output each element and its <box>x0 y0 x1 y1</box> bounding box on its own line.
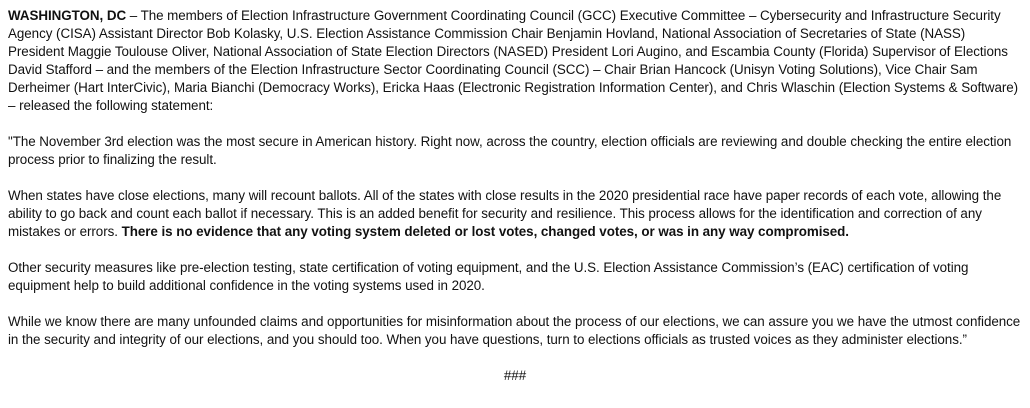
end-mark: ### <box>503 368 527 383</box>
dateline: WASHINGTON, DC <box>8 8 127 23</box>
quote-paragraph-2 <box>8 187 1022 241</box>
intro-text: – The members of Election Infrastructure Government Coordinating Council (GCC) Executive Committee – Cybersecurity and Infrastructure Security Agency (CISA) Assistant Director Bob Kolasky, U.S. Election Assistance Commission Chair Benjamin Hovland, National Association of Secretaries of State (NASS) President Maggie Toulouse Oliver, National Association of State Election Directors (NASED) President Lori Augino, and Escambia County (Florida) Supervisor of Elections David Stafford – and the members of the Election Infrastructure Sector Coordinating Council (SCC) – Chair Brian Hancock (Unisyn Voting Solutions), Vice Chair Sam Derheimer (Hart InterCivic), Maria Bianchi (Democracy Works), Ericka Haas (Electronic Registration Information Center), and Chris Wlaschin (Election Systems & Software) – released the following statement: <box>8 8 1019 113</box>
intro-paragraph <box>8 7 1022 115</box>
quote-paragraph-3: Other security measures like pre-election testing, state certification of voting equipment, and the U.S. Election Assistance Commission’s (EAC) certification of voting equipment help to build additional confidence in the voting systems used in 2020. <box>8 260 969 293</box>
quote-paragraph-2-bold: There is no evidence that any voting system deleted or lost votes, changed votes, or was in any way compromised. <box>121 224 849 239</box>
quote-paragraph-2-text: When states have close elections, many will recount ballots. All of the states with close results in the 2020 presidential race have paper records of each vote, allowing the ability to go back and count each ballot if necessary. This is an added benefit for security and resilience. This process allows for the identification and correction of any mistakes or errors. <box>8 188 1002 239</box>
quote-paragraph-1: "The November 3rd election was the most secure in American history. Right now, across the country, election officials are reviewing and double checking the entire election process prior to finalizing the result. <box>8 134 1012 167</box>
quote-paragraph-4: While we know there are many unfounded claims and opportunities for misinformation about the process of our elections, we can assure you we have the utmost confidence in the security and integrity of our elections, and you should too. When you have questions, turn to elections officials as trusted voices as they administer elections.” <box>8 314 1021 347</box>
